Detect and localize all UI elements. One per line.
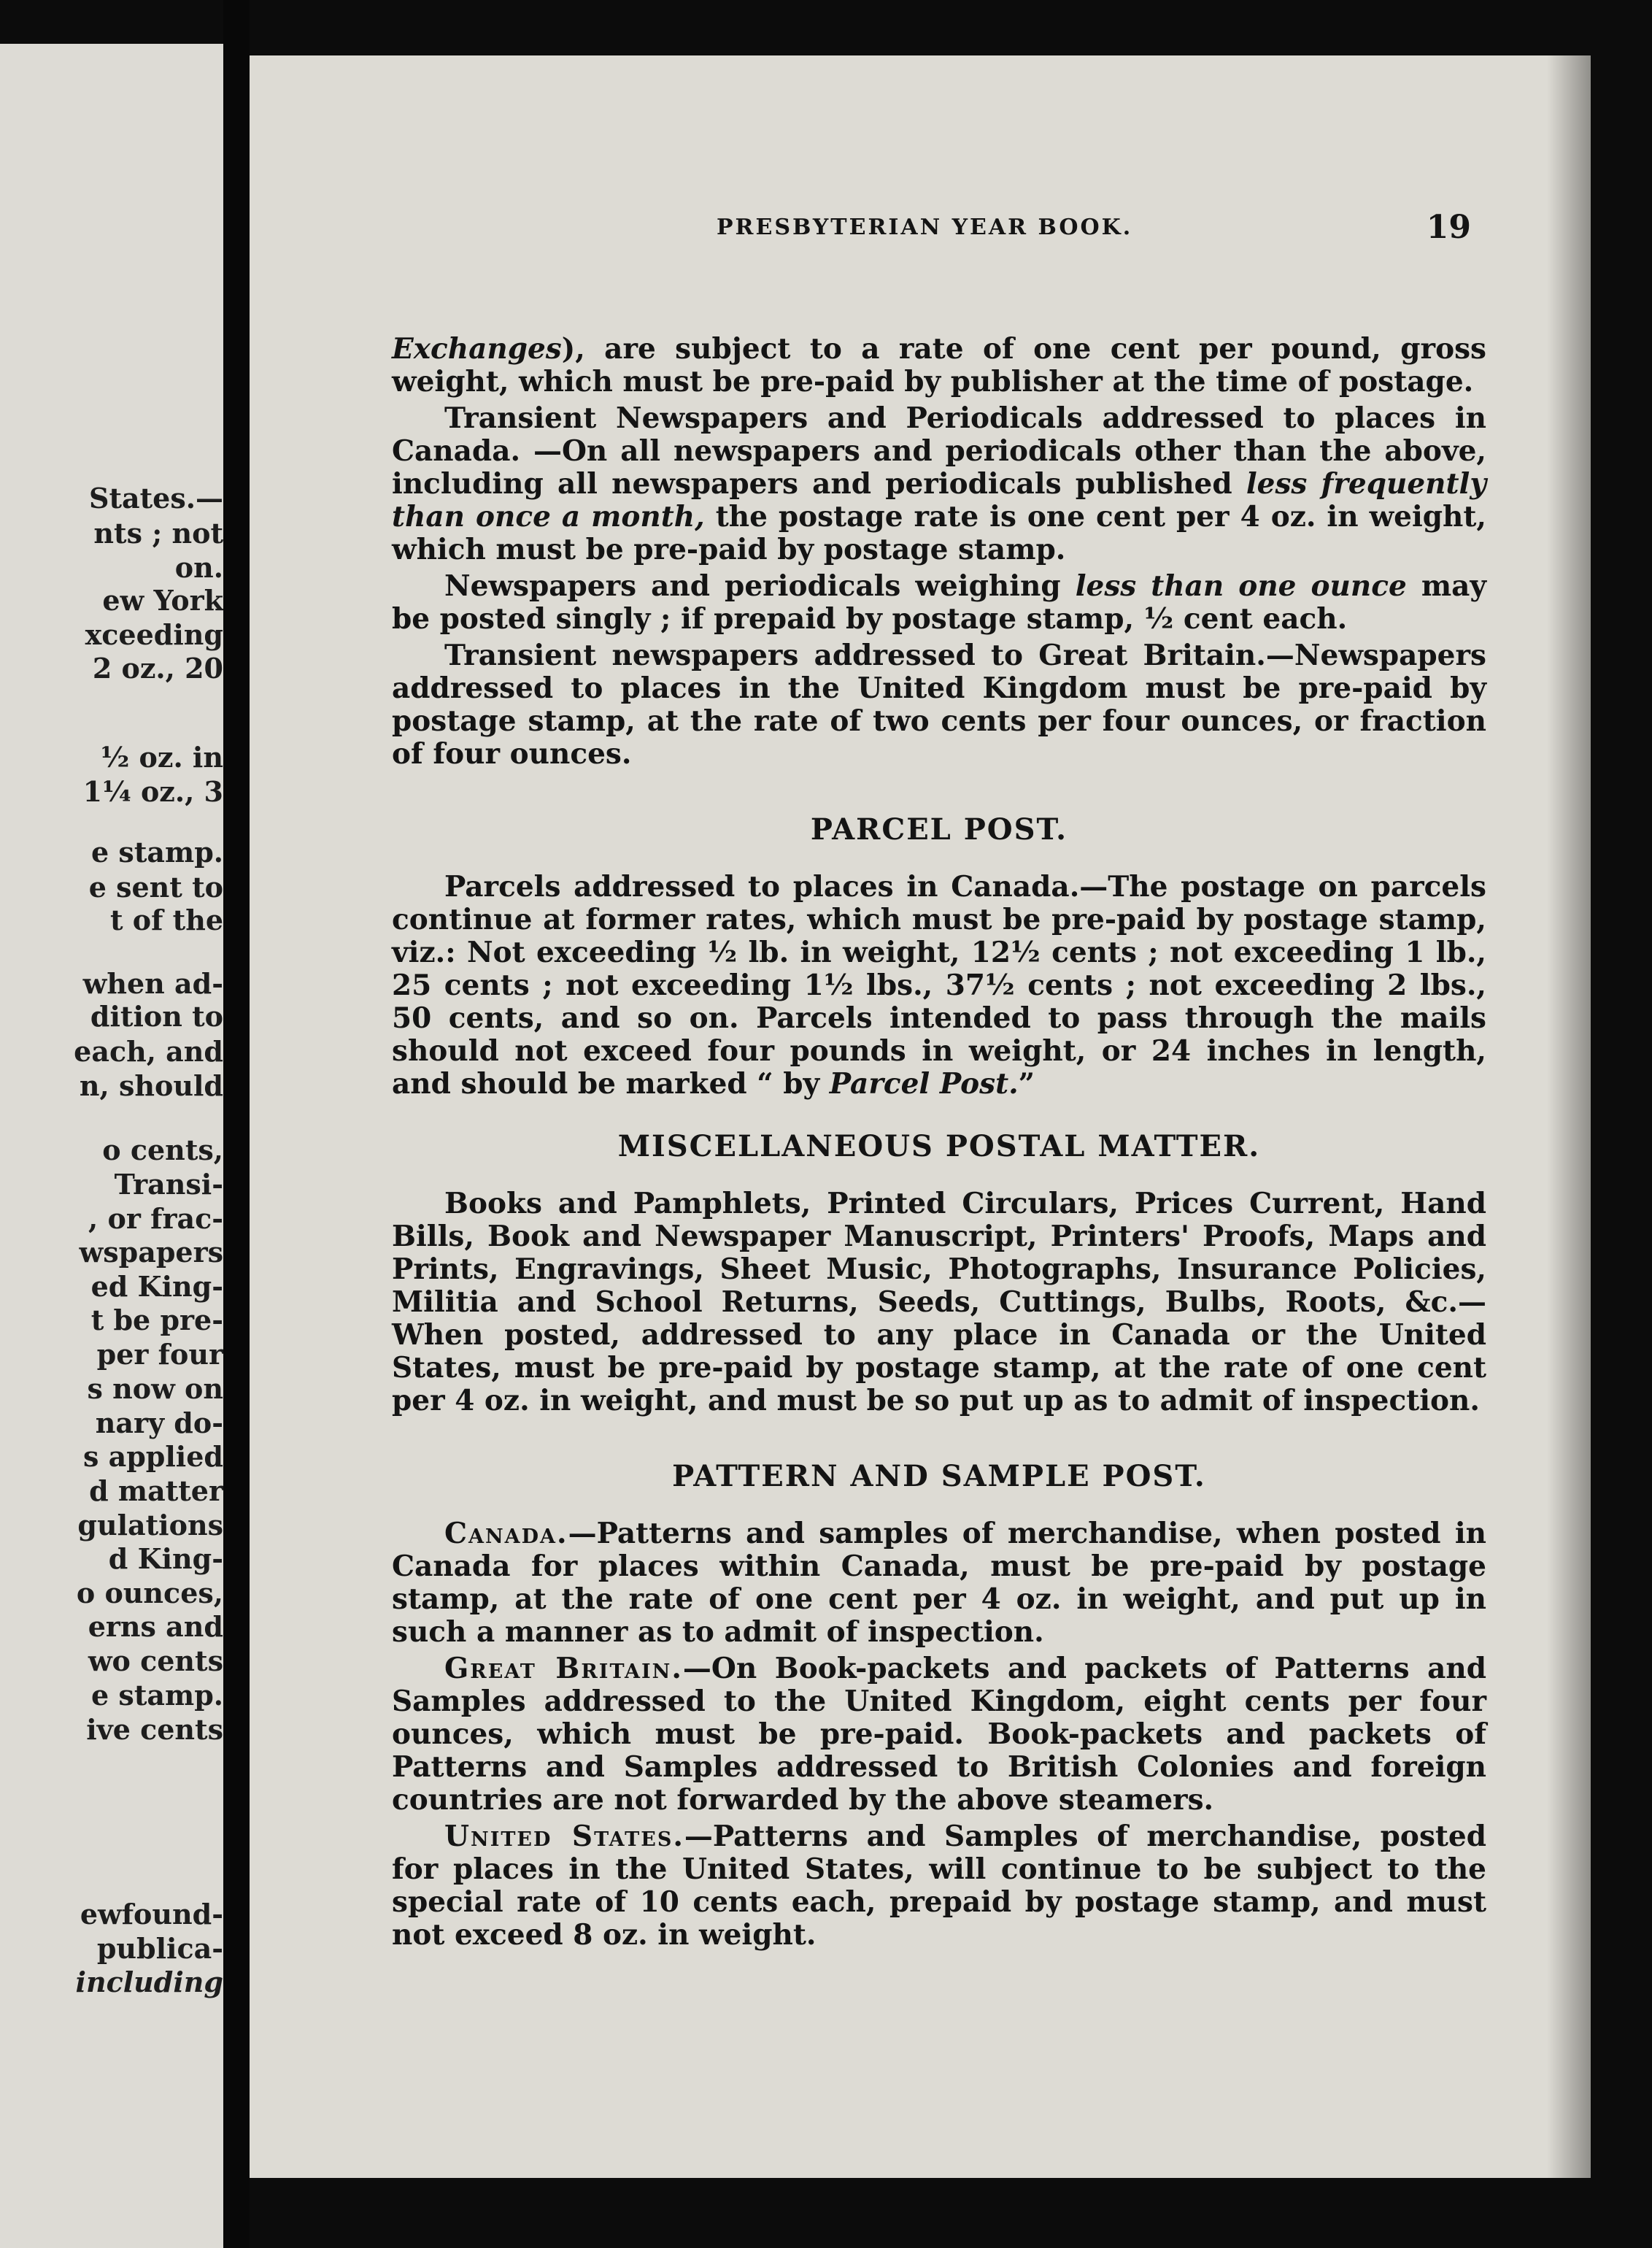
left-page-line: 2 oz., 20 <box>92 652 223 685</box>
intro-p2-rest: the postage rate is one cent per 4 oz. in weight, which must be pre-paid by postage stamp. <box>392 500 1487 566</box>
left-page-line: ew York <box>102 584 223 617</box>
left-page-line: t be pre- <box>90 1304 223 1336</box>
great-britain-text: —On Book-packets and packets of Patterns and Samples addressed to the United Kingdom, eight cents per four ounces, which must be pre-paid. Book-packets and packets of Patterns and Samples addressed to British Colonies and foreign countries are not forwarded by the above steamers. <box>392 1652 1486 1817</box>
left-page-line: d King- <box>108 1542 223 1575</box>
left-page-line: o cents, <box>102 1133 223 1166</box>
left-page-line: wo cents <box>88 1644 223 1677</box>
left-page-line: t of the <box>109 904 223 936</box>
parcel-post-paragraph <box>392 871 1486 1101</box>
left-page-line: per four <box>96 1338 223 1371</box>
left-page-line: s now on <box>87 1372 223 1405</box>
left-page-line: s applied <box>82 1440 223 1473</box>
intro-p1-text: ), are subject to a rate of one cent per pound, gross weight, which must be pre-paid by publisher at the time of postage. <box>392 332 1486 399</box>
canada-paragraph <box>392 1517 1486 1649</box>
intro-paragraph-4: Transient newspapers addressed to Great Britain.—Newspapers addressed to places in the United Kingdom must be pre-paid by postage stamp, at the rate of two cents per four ounces, or fraction of four ounces. <box>392 639 1486 771</box>
left-page-line: ive cents <box>86 1713 223 1746</box>
book-spine-gutter <box>223 0 250 2248</box>
left-page-line: ed King- <box>90 1270 223 1303</box>
left-page-line: o ounces, <box>76 1577 223 1609</box>
canada-text: —Patterns and samples of merchandise, when posted in Canada for places within Canada, must be pre-paid by postage stamp, at the rate of one cent per 4 oz. in weight, and put up in such a manner as to admit of inspection. <box>392 1517 1486 1649</box>
left-page-line: on. <box>174 551 223 584</box>
left-page-line: ewfound- <box>80 1898 223 1931</box>
left-page-line: nary do- <box>95 1406 223 1439</box>
intro-paragraph-2 <box>392 402 1486 566</box>
left-page-line: gulations <box>77 1509 223 1541</box>
misc-postal-heading: MISCELLANEOUS POSTAL MATTER. <box>617 1129 1261 1163</box>
left-page-line: n, should <box>79 1069 223 1102</box>
great-britain-label: Great Britain. <box>444 1652 683 1685</box>
left-page-line: nts ; not <box>93 517 223 550</box>
parcel-post-heading: PARCEL POST. <box>810 812 1068 847</box>
intro-p3-italic: less than one ounce <box>1075 569 1407 603</box>
left-page-line: d matter <box>89 1474 223 1507</box>
left-page-line: erns and <box>88 1610 223 1643</box>
parcel-post-italic: Parcel Post. <box>829 1067 1019 1101</box>
intro-p2-italic: less frequently than once a month, <box>392 467 1486 534</box>
left-page-line: ½ oz. in <box>100 741 223 774</box>
left-page-line: , or frac- <box>88 1202 223 1235</box>
intro-paragraph-3 <box>392 570 1486 636</box>
intro-p2-text: Transient Newspapers and Periodicals addressed to places in Canada. —On all newspapers and periodicals other than the above, including all newspapers and periodicals published <box>392 401 1486 501</box>
great-britain-paragraph <box>392 1652 1486 1817</box>
page-body <box>392 333 1486 1955</box>
intro-paragraph-1 <box>392 333 1486 399</box>
parcel-post-end: ” <box>1018 1067 1035 1101</box>
left-page-line: e sent to <box>88 871 223 904</box>
canada-label: Canada. <box>444 1517 568 1550</box>
left-page-line: Transi- <box>114 1168 223 1201</box>
left-page-line: e stamp. <box>91 836 223 869</box>
united-states-paragraph <box>392 1820 1486 1952</box>
intro-p3-start: Newspapers and periodicals weighing <box>444 569 1061 603</box>
left-page-line: xceeding <box>85 618 223 651</box>
left-page-line: each, and <box>74 1035 223 1068</box>
left-page-line: when ad- <box>82 967 223 1000</box>
page-header <box>717 209 1471 253</box>
left-page-line: dition to <box>90 1000 223 1033</box>
left-page-line: 1¼ oz., 3 <box>82 775 223 808</box>
left-page-line: States.— <box>89 482 223 515</box>
misc-postal-paragraph: Books and Pamphlets, Printed Circulars, Prices Current, Hand Bills, Book and Newspaper Manuscript, Printers' Proofs, Maps and Prints, Engravings, Sheet Music, Photographs, Insurance Policies, Militia and School Returns, Seeds, Cuttings, Bulbs, Roots, &c.—When posted, addressed to any place in Canada or the United States, must be pre-paid by postage stamp, at the rate of one cent per 4 oz. in weight, and must be so put up as to admit of inspection. <box>392 1187 1486 1417</box>
left-page-line: e stamp. <box>91 1679 223 1712</box>
united-states-text: —Patterns and Samples of merchandise, posted for places in the United States, will continue to be subject to the special rate of 10 cents each, prepaid by postage stamp, and must not exceed 8 oz. in weight. <box>392 1820 1487 1952</box>
left-page-line: wspapers <box>79 1236 223 1269</box>
left-page-fragment <box>0 44 223 2248</box>
left-page-line: publica- <box>96 1932 223 1965</box>
parcel-post-text: Parcels addressed to places in Canada.—The postage on parcels continue at former rates, which must be pre-paid by postage stamp, viz.: Not exceeding ½ lb. in weight, 12½ cents ; not exceeding 1 lb., 25 cents ; not exceeding 1½ lbs., 37½ cents ; not exceeding 2 lbs., 50 cents, and so on. Parcels intended to pass through the mails should not exceed four pounds in weight, or 24 inches in length, and should be marked “ by <box>392 870 1486 1101</box>
left-page-line: including <box>75 1966 223 1998</box>
book-page <box>250 55 1591 2178</box>
running-title: PRESBYTERIAN YEAR BOOK. <box>717 215 1133 240</box>
intro-p3-rest: may be posted singly ; if prepaid by postage stamp, ½ cent each. <box>392 569 1487 636</box>
exchanges-italic: Exchanges <box>392 332 562 366</box>
page-number: 19 <box>1426 209 1471 246</box>
pattern-sample-heading: PATTERN AND SAMPLE POST. <box>672 1459 1206 1493</box>
united-states-label: United States. <box>444 1820 684 1853</box>
